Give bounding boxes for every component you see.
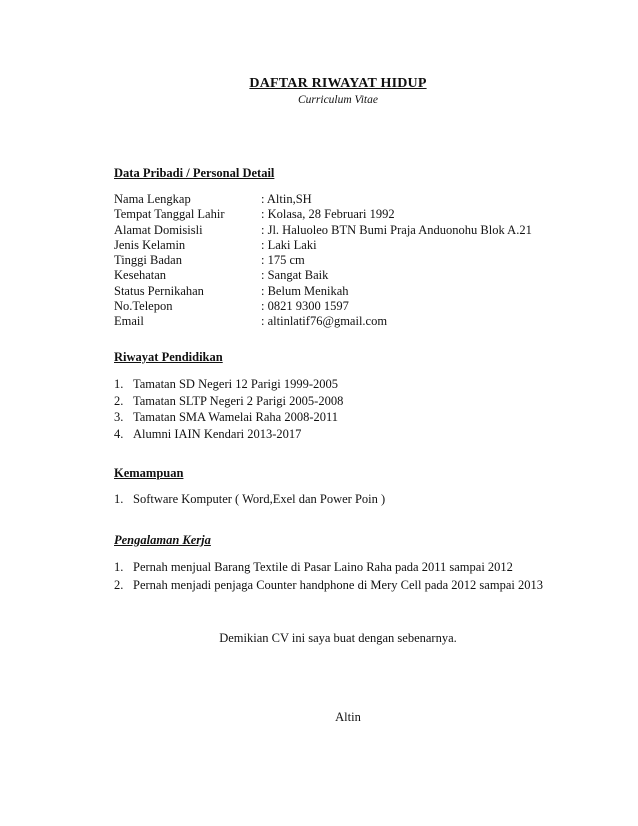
detail-label: Alamat Domisisli <box>114 222 203 237</box>
personal-detail-list <box>114 192 594 330</box>
detail-row-phone <box>114 299 594 314</box>
education-list <box>114 376 594 442</box>
list-text: Tamatan SLTP Negeri 2 Parigi 2005-2008 <box>133 393 344 408</box>
list-number: 1. <box>114 377 124 391</box>
detail-label: Kesehatan <box>114 268 167 283</box>
detail-value: : Altin,SH <box>261 192 312 206</box>
detail-label: Nama Lengkap <box>114 192 191 206</box>
document-title: DAFTAR RIWAYAT HIDUP <box>249 76 427 91</box>
closing-statement: Demikian CV ini saya buat dengan sebenarnya. <box>219 631 457 645</box>
list-item <box>114 409 594 426</box>
detail-row-birth <box>114 207 594 222</box>
detail-value: : 0821 9300 1597 <box>261 299 349 314</box>
list-item <box>114 376 594 393</box>
detail-value: : 175 cm <box>261 253 305 268</box>
list-number: 2. <box>114 578 124 592</box>
signature-name: Altin <box>335 710 361 724</box>
skills-heading: Kemampuan <box>114 466 184 480</box>
detail-value: : Jl. Haluoleo BTN Bumi Praja Anduonohu Blok A.21 <box>261 222 532 237</box>
detail-label: Email <box>114 314 144 329</box>
personal-detail-heading: Data Pribadi / Personal Detail <box>114 166 275 180</box>
list-number: 3. <box>114 410 124 424</box>
list-text: Tamatan SMA Wamelai Raha 2008-2011 <box>133 410 339 424</box>
detail-value: : Laki Laki <box>261 237 317 252</box>
detail-value: : Sangat Baik <box>261 268 329 283</box>
list-number: 2. <box>114 393 124 408</box>
list-item <box>114 393 594 410</box>
detail-label: No.Telepon <box>114 299 173 314</box>
list-item <box>114 576 594 594</box>
work-experience-heading: Pengalaman Kerja <box>114 533 211 547</box>
document-subtitle: Curriculum Vitae <box>298 94 378 106</box>
list-text: Software Komputer ( Word,Exel dan Power Poin ) <box>133 492 386 506</box>
skills-list <box>114 491 594 508</box>
list-item <box>114 491 594 508</box>
detail-row-gender <box>114 238 594 253</box>
detail-row-health <box>114 268 594 283</box>
list-text: Tamatan SD Negeri 12 Parigi 1999-2005 <box>133 377 338 391</box>
education-heading: Riwayat Pendidikan <box>114 350 223 364</box>
detail-value: : Kolasa, 28 Februari 1992 <box>261 207 395 222</box>
detail-row-email <box>114 314 594 329</box>
list-number: 1. <box>114 492 124 506</box>
detail-label: Jenis Kelamin <box>114 237 186 252</box>
list-item <box>114 426 594 443</box>
detail-row-height <box>114 253 594 268</box>
detail-value: : Belum Menikah <box>261 283 349 298</box>
list-number: 1. <box>114 560 124 574</box>
detail-row-marital-status <box>114 284 594 299</box>
detail-label: Tempat Tanggal Lahir <box>114 207 225 222</box>
list-text: Pernah menjadi penjaga Counter handphone di Mery Cell pada 2012 sampai 2013 <box>133 578 543 592</box>
list-text: Pernah menjual Barang Textile di Pasar Laino Raha pada 2011 sampai 2012 <box>133 560 513 574</box>
detail-value: : altinlatif76@gmail.com <box>261 314 388 329</box>
detail-label: Status Pernikahan <box>114 283 204 298</box>
detail-row-full-name <box>114 192 594 207</box>
detail-row-address <box>114 223 594 238</box>
list-text: Alumni IAIN Kendari 2013-2017 <box>133 426 302 441</box>
detail-label: Tinggi Badan <box>114 253 182 268</box>
work-experience-list <box>114 558 594 594</box>
list-number: 4. <box>114 426 124 441</box>
list-item <box>114 558 594 576</box>
